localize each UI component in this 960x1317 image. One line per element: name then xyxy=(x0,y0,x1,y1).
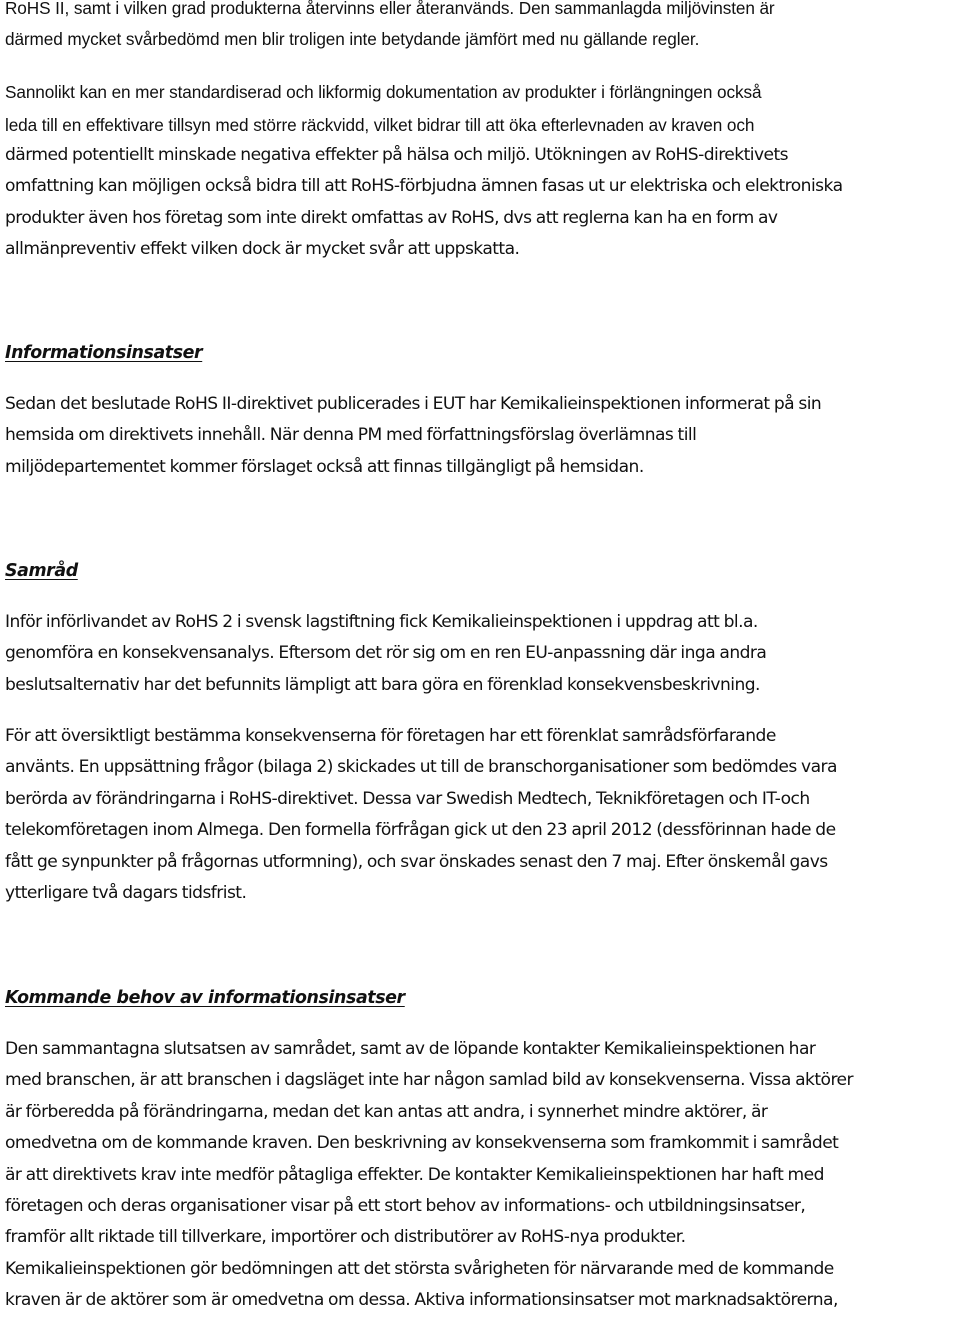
paragraph-documentation-part-a: Sannolikt kan en mer standardiserad och likformig dokumentation av produkter i förlängningen också leda till en effektivare tillsyn med större räckvidd, vilket bidrar till att öka efterlevnaden av kraven och xyxy=(5,82,762,135)
heading-informationsinsatser: Informationsinsatser xyxy=(5,343,203,363)
paragraph-informationsinsatser: Sedan det beslutade RoHS II-direktivet publicerades i EUT har Kemikalieinspektionen informerat på sin hemsida om direktivets innehåll. När denna PM med författningsförslag överlämnas till miljödepartementet kommer förslaget också att finnas tillgängligt på hemsidan. xyxy=(5,394,822,477)
intro-paragraph: RoHS II, samt i vilken grad produkterna återvinns eller återanvänds. Den sammanlagda miljövinsten är därmed mycket svårbedömd men blir troligen inte betydande jämfört med nu gällande regler. xyxy=(5,0,775,49)
paragraph-documentation-part-b: därmed potentiellt minskade negativa effekter på hälsa och miljö. Utökningen av RoHS-direktivets omfattning kan möjligen också bidra till att RoHS-förbjudna ämnen fasas ut ur elektriska och elektroniska produkter även hos företag som inte direkt omfattas av RoHS, dvs att reglerna kan ha en form av allmänpreventiv effekt vilken dock är mycket svår att uppskatta. xyxy=(5,145,843,260)
paragraph-kommande-behov: Den sammantagna slutsatsen av samrådet, samt av de löpande kontakter Kemikalieinspektionen har med branschen, är att branschen i dagsläget inte har någon samlad bild av konsekvenserna. Vissa aktörer är förberedda på förändringarna, medan det kan antas att andra, i synnerhet mindre aktörer, är omedvetna om de kommande kraven. Den beskrivning av konsekvenserna som framkommit i samrådet är att direktivets krav inte medför påtagliga effekter. De kontakter Kemikalieinspektionen har haft med företagen och deras organisationer visar på ett stort behov av informations- och utbildningsinsatser, framför allt riktade till tillverkare, importörer och distributörer av RoHS-nya produkter. Kemikalieinspektionen gör bedömningen att det största svårigheten för närvarande med de kommande kraven är de aktörer som är omedvetna om dessa. Aktiva informationsinsatser mot marknadsaktörerna, xyxy=(5,1039,853,1311)
heading-samrad: Samråd xyxy=(5,561,78,581)
heading-kommande-behov: Kommande behov av informationsinsatser xyxy=(5,988,405,1008)
paragraph-samrad-1: Inför införlivandet av RoHS 2 i svensk lagstiftning fick Kemikalieinspektionen i uppdrag att bl.a. genomföra en konsekvensanalys. Eftersom det rör sig om en ren EU-anpassning där inga andra beslutsalternativ har det befunnits lämpligt att bara göra en förenklad konsekvensbeskrivning. xyxy=(5,612,767,695)
paragraph-samrad-2: För att översiktligt bestämma konsekvenserna för företagen har ett förenklat samrådsförfarande använts. En uppsättning frågor (bilaga 2) skickades ut till de branschorganisationer som bedömdes vara berörda av förändringarna i RoHS-direktivet. Dessa var Swedish Medtech, Teknikföretagen och IT-och telekomföretagen inom Almega. Den formella förfrågan gick ut den 23 april 2012 (dessförinnan hade de fått ge synpunkter på frågornas utformning), och svar önskades senast den 7 maj. Efter önskemål gavs ytterligare två dagars tidsfrist. xyxy=(5,726,837,904)
